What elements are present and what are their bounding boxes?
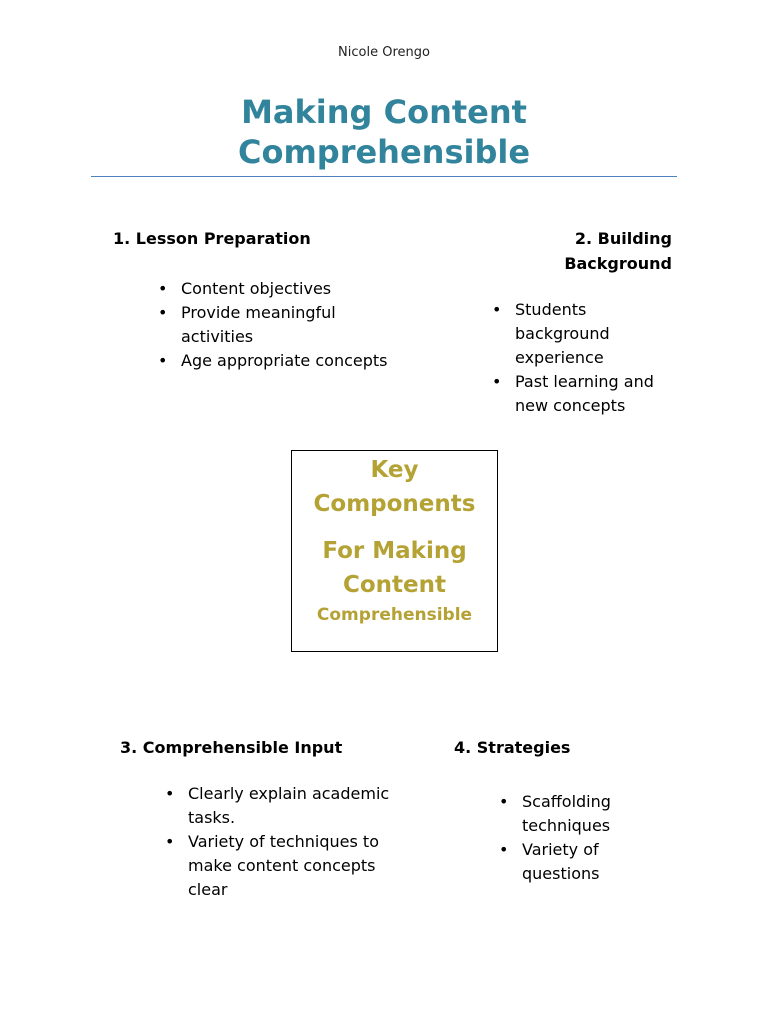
list-item-text: tasks. [188, 808, 236, 827]
list-item-text: clear [188, 880, 228, 899]
key-text: Components [313, 491, 476, 517]
bullet-icon: • [492, 300, 502, 319]
key-text: Key [370, 457, 419, 483]
bullet-list [499, 790, 674, 886]
page-title [0, 92, 768, 172]
list-item-text: Clearly explain academic [188, 784, 390, 803]
list-item [158, 301, 423, 349]
bullet-icon: • [165, 832, 175, 851]
list-item [158, 277, 423, 301]
list-item-text: background [515, 324, 610, 343]
list-item-text: Age appropriate concepts [181, 351, 388, 370]
list-item [492, 370, 672, 418]
list-item-text: Students [515, 300, 587, 319]
author-name: Nicole Orengo [338, 45, 430, 60]
section-heading: 3. Comprehensible Input [120, 738, 343, 757]
bullet-list [158, 277, 423, 373]
for-making-content-text [292, 534, 497, 602]
bullet-icon: • [165, 784, 175, 803]
list-item [492, 298, 672, 370]
bullet-icon: • [158, 303, 168, 322]
list-item-text: Past learning and [515, 372, 654, 391]
key-components-heading [292, 453, 497, 521]
section-strategies [454, 735, 674, 886]
list-item-text: Variety of [522, 840, 599, 859]
section-heading: 1. Lesson Preparation [113, 229, 311, 248]
bullet-icon: • [492, 372, 502, 391]
list-item [158, 349, 423, 373]
title-line-2: Comprehensible [237, 133, 531, 171]
key-components-box [291, 450, 498, 652]
list-item [499, 790, 674, 838]
section-heading-line: Background [564, 254, 672, 273]
list-item-text: Variety of techniques to [188, 832, 379, 851]
list-item-text: questions [522, 864, 600, 883]
list-item [165, 782, 430, 830]
title-divider [91, 176, 677, 177]
key-text: For Making [322, 538, 467, 564]
bullet-icon: • [158, 351, 168, 370]
section-lesson-preparation [113, 226, 423, 373]
section-heading: 4. Strategies [454, 738, 571, 757]
bullet-list [492, 298, 672, 418]
list-item [499, 838, 674, 886]
section-heading-line: 2. Building [574, 229, 672, 248]
list-item-text: Content objectives [181, 279, 332, 298]
list-item-text: new concepts [515, 396, 626, 415]
bullet-list [165, 782, 430, 902]
list-item-text: Scaffolding [522, 792, 611, 811]
section-heading [482, 226, 672, 276]
section-comprehensible-input [120, 735, 430, 902]
comprehensible-text: Comprehensible [316, 605, 473, 625]
section-building-background [482, 226, 672, 418]
key-text: Content [342, 572, 447, 598]
list-item-text: Provide meaningful [181, 303, 336, 322]
list-item-text: techniques [522, 816, 611, 835]
bullet-icon: • [499, 792, 509, 811]
list-item-text: activities [181, 327, 254, 346]
list-item-text: make content concepts [188, 856, 376, 875]
bullet-icon: • [158, 279, 168, 298]
list-item-text: experience [515, 348, 604, 367]
list-item [165, 830, 430, 902]
title-line-1: Making Content [241, 93, 527, 131]
bullet-icon: • [499, 840, 509, 859]
